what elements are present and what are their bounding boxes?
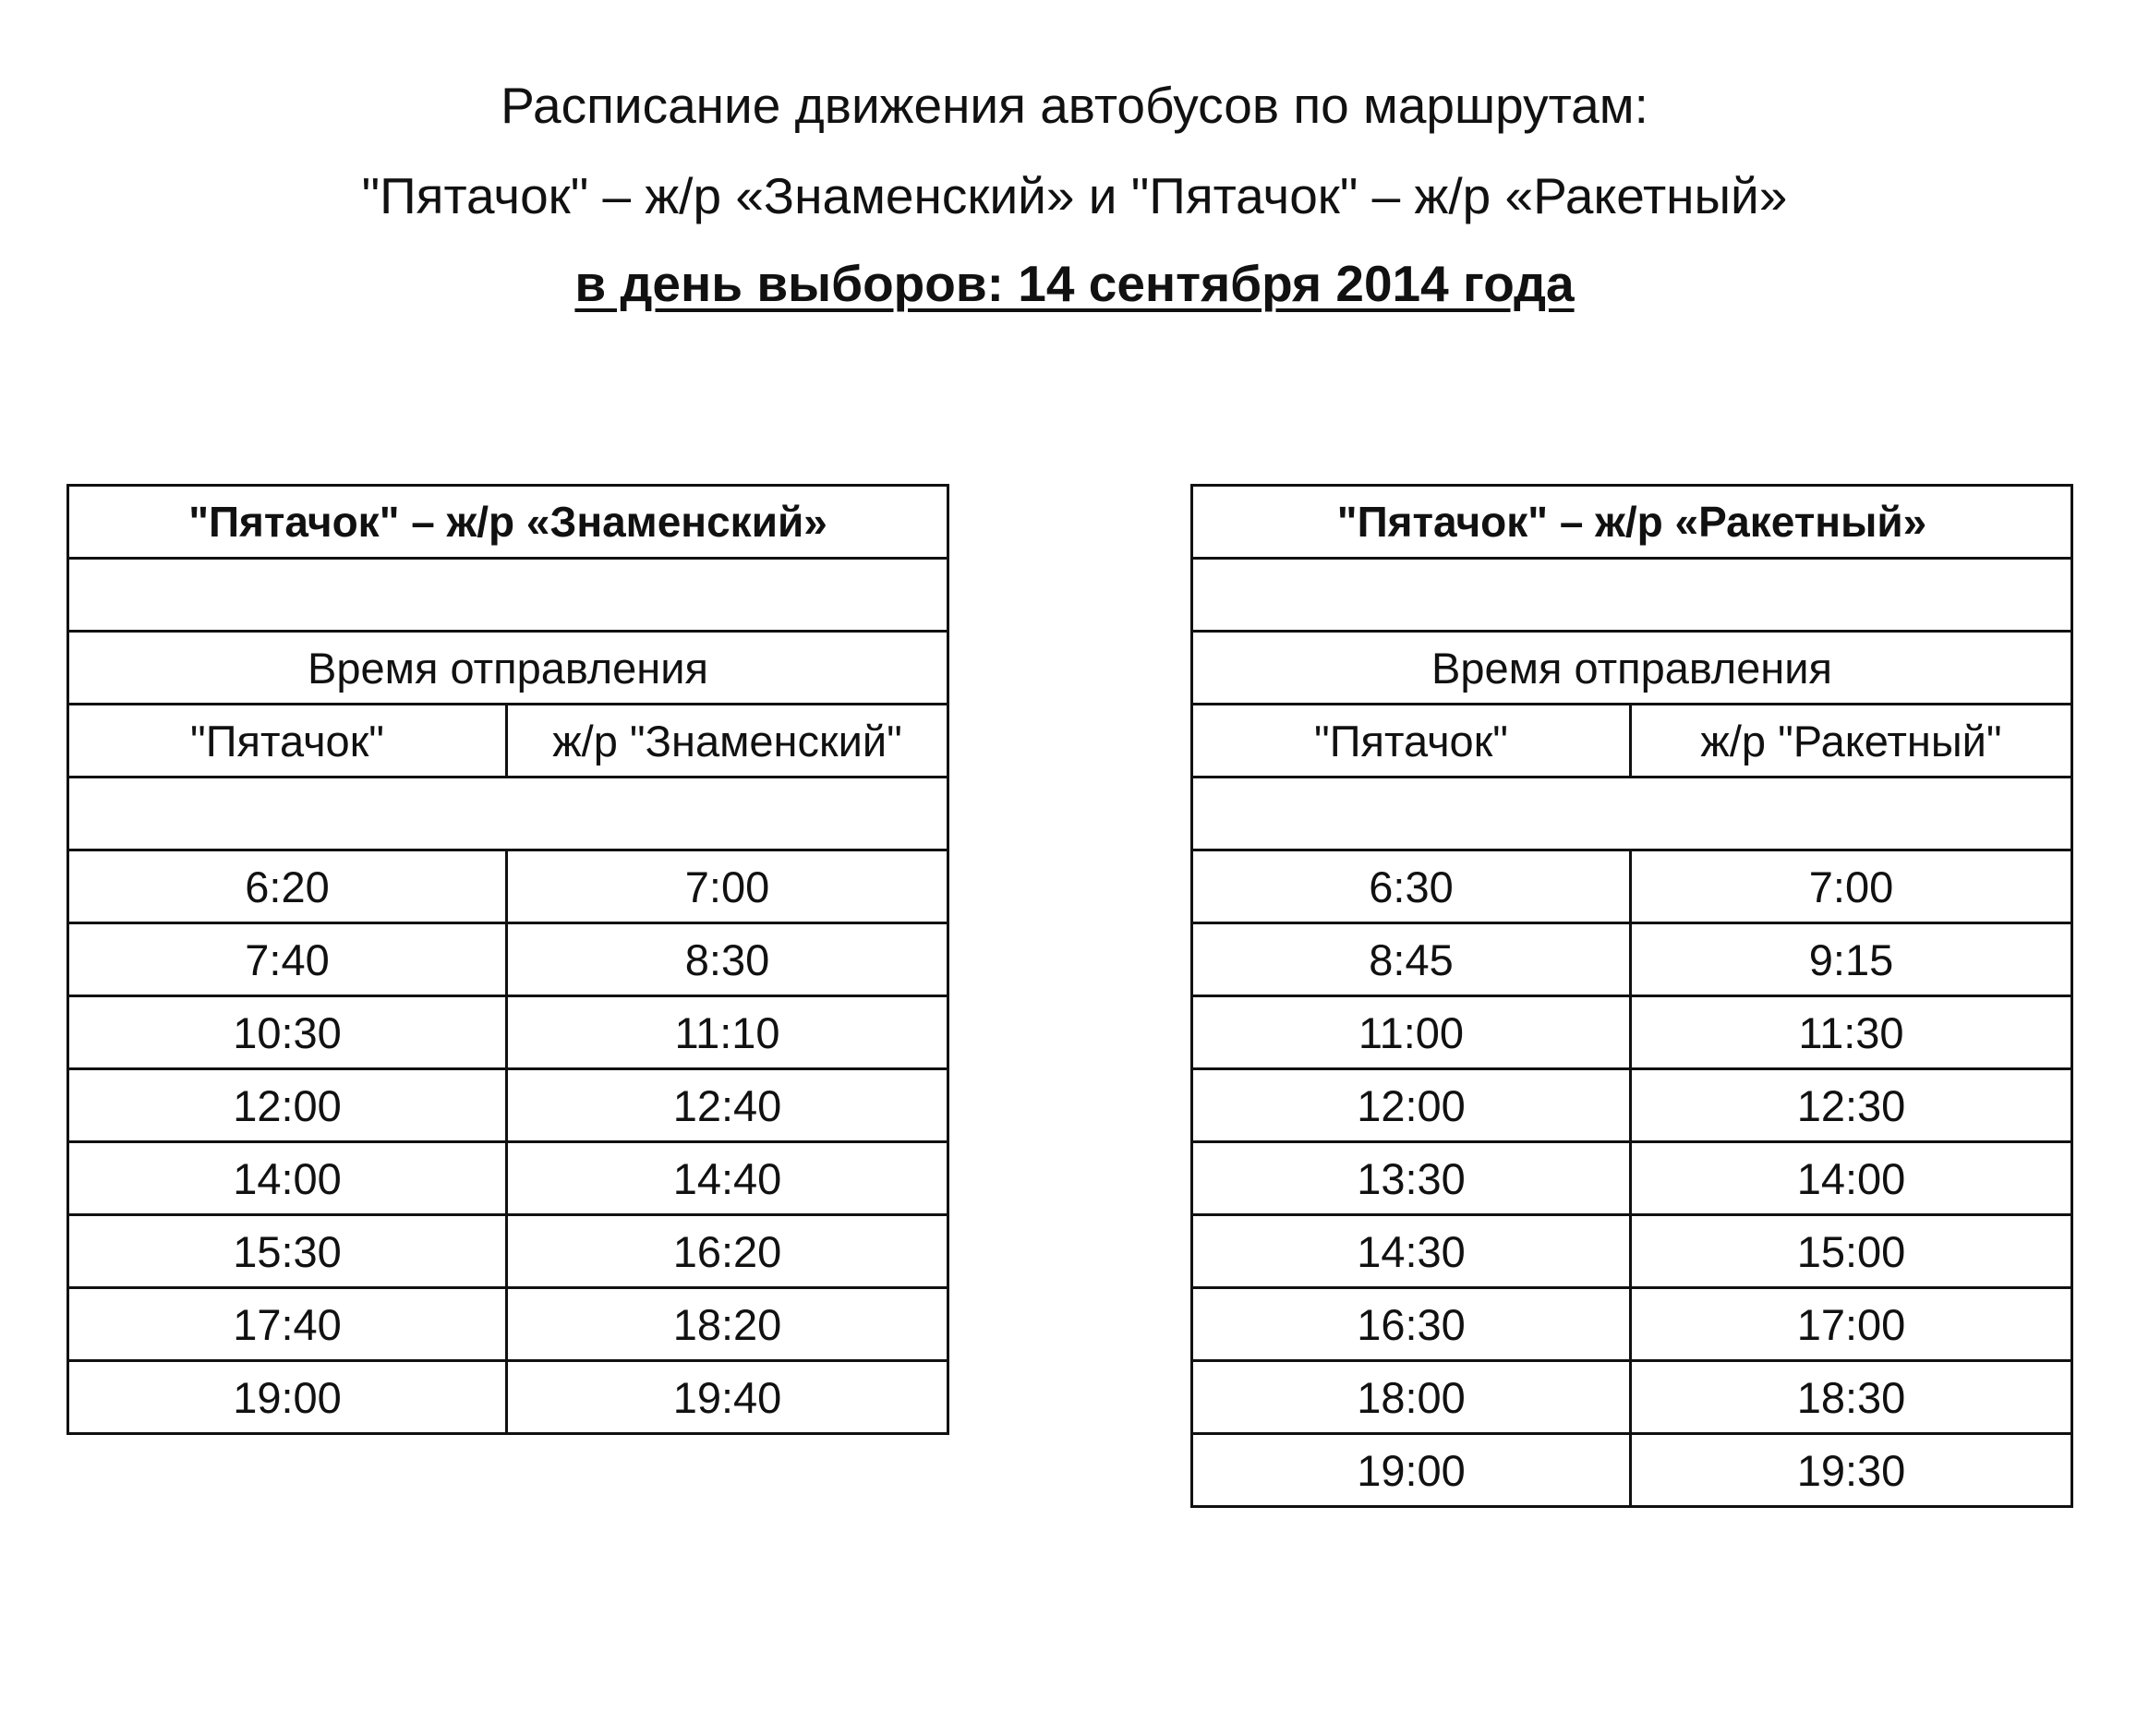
departure-destination-cell: 16:20 <box>507 1215 948 1288</box>
column-header-row <box>68 705 948 778</box>
departure-destination-cell: 19:40 <box>507 1361 948 1434</box>
departure-destination-cell: 11:30 <box>1631 996 2072 1069</box>
schedule-table-znamensky <box>66 484 949 1435</box>
empty-row <box>1192 559 2072 632</box>
departure-destination-cell: 8:30 <box>507 923 948 996</box>
departure-destination-cell: 18:20 <box>507 1288 948 1361</box>
departure-destination-cell: 7:00 <box>507 850 948 923</box>
departure-destination-cell: 15:00 <box>1631 1215 2072 1288</box>
departure-destination-cell: 9:15 <box>1631 923 2072 996</box>
departure-origin-cell: 18:00 <box>1192 1361 1631 1434</box>
departure-time-header: Время отправления <box>1192 632 2072 705</box>
table-row <box>1192 1361 2072 1434</box>
election-day-text: в день выборов: 14 сентября 2014 года <box>574 255 1575 312</box>
column-header-origin: "Пятачок" <box>68 705 507 778</box>
table-row <box>68 1069 948 1142</box>
table-row <box>1192 1142 2072 1215</box>
departure-destination-cell: 18:30 <box>1631 1361 2072 1434</box>
departure-origin-cell: 19:00 <box>68 1361 507 1434</box>
departure-origin-cell: 19:00 <box>1192 1434 1631 1507</box>
departure-origin-cell: 10:30 <box>68 996 507 1069</box>
departure-origin-cell: 14:00 <box>68 1142 507 1215</box>
column-header-row <box>1192 705 2072 778</box>
departure-origin-cell: 14:30 <box>1192 1215 1631 1288</box>
empty-cell <box>1192 778 2072 850</box>
column-header-origin: "Пятачок" <box>1192 705 1631 778</box>
departure-origin-cell: 13:30 <box>1192 1142 1631 1215</box>
departure-origin-cell: 6:30 <box>1192 850 1631 923</box>
departure-origin-cell: 15:30 <box>68 1215 507 1288</box>
empty-cell <box>68 559 948 632</box>
departure-time-header: Время отправления <box>68 632 948 705</box>
departure-origin-cell: 12:00 <box>1192 1069 1631 1142</box>
table-row <box>68 1361 948 1434</box>
departure-destination-cell: 14:00 <box>1631 1142 2072 1215</box>
schedule-table-raketny <box>1190 484 2073 1508</box>
empty-row <box>1192 778 2072 850</box>
table-row <box>68 850 948 923</box>
table-row <box>1192 850 2072 923</box>
table-row <box>68 1215 948 1288</box>
table-row <box>68 923 948 996</box>
table-title: "Пятачок" – ж/р «Знаменский» <box>68 486 948 559</box>
election-day-note <box>0 254 2149 313</box>
departure-destination-cell: 19:30 <box>1631 1434 2072 1507</box>
table-row <box>1192 923 2072 996</box>
departure-destination-cell: 17:00 <box>1631 1288 2072 1361</box>
subheader-row <box>1192 632 2072 705</box>
departure-origin-cell: 11:00 <box>1192 996 1631 1069</box>
departure-destination-cell: 11:10 <box>507 996 948 1069</box>
departure-origin-cell: 12:00 <box>68 1069 507 1142</box>
table-row <box>68 996 948 1069</box>
table-row <box>1192 1434 2072 1507</box>
table-row <box>68 1288 948 1361</box>
departure-origin-cell: 6:20 <box>68 850 507 923</box>
table-title: "Пятачок" – ж/р «Ракетный» <box>1192 486 2072 559</box>
empty-cell <box>68 778 948 850</box>
departure-destination-cell: 14:40 <box>507 1142 948 1215</box>
empty-row <box>68 559 948 632</box>
column-header-destination: ж/р "Знаменский" <box>507 705 948 778</box>
departure-origin-cell: 8:45 <box>1192 923 1631 996</box>
table-row <box>1192 996 2072 1069</box>
departure-origin-cell: 17:40 <box>68 1288 507 1361</box>
column-header-destination: ж/р "Ракетный" <box>1631 705 2072 778</box>
table-row <box>68 1142 948 1215</box>
table-title-row <box>68 486 948 559</box>
routes-subtitle: "Пятачок" – ж/р «Знаменский» и "Пятачок" – ж/р «Ракетный» <box>361 167 1788 224</box>
departure-destination-cell: 7:00 <box>1631 850 2072 923</box>
table-row <box>1192 1215 2072 1288</box>
table-row <box>1192 1069 2072 1142</box>
table-row <box>1192 1288 2072 1361</box>
departure-origin-cell: 16:30 <box>1192 1288 1631 1361</box>
departure-destination-cell: 12:40 <box>507 1069 948 1142</box>
empty-row <box>68 778 948 850</box>
departure-origin-cell: 7:40 <box>68 923 507 996</box>
empty-cell <box>1192 559 2072 632</box>
table-title-row <box>1192 486 2072 559</box>
departure-destination-cell: 12:30 <box>1631 1069 2072 1142</box>
document-title: Расписание движения автобусов по маршрутам: <box>501 77 1648 134</box>
subheader-row <box>68 632 948 705</box>
